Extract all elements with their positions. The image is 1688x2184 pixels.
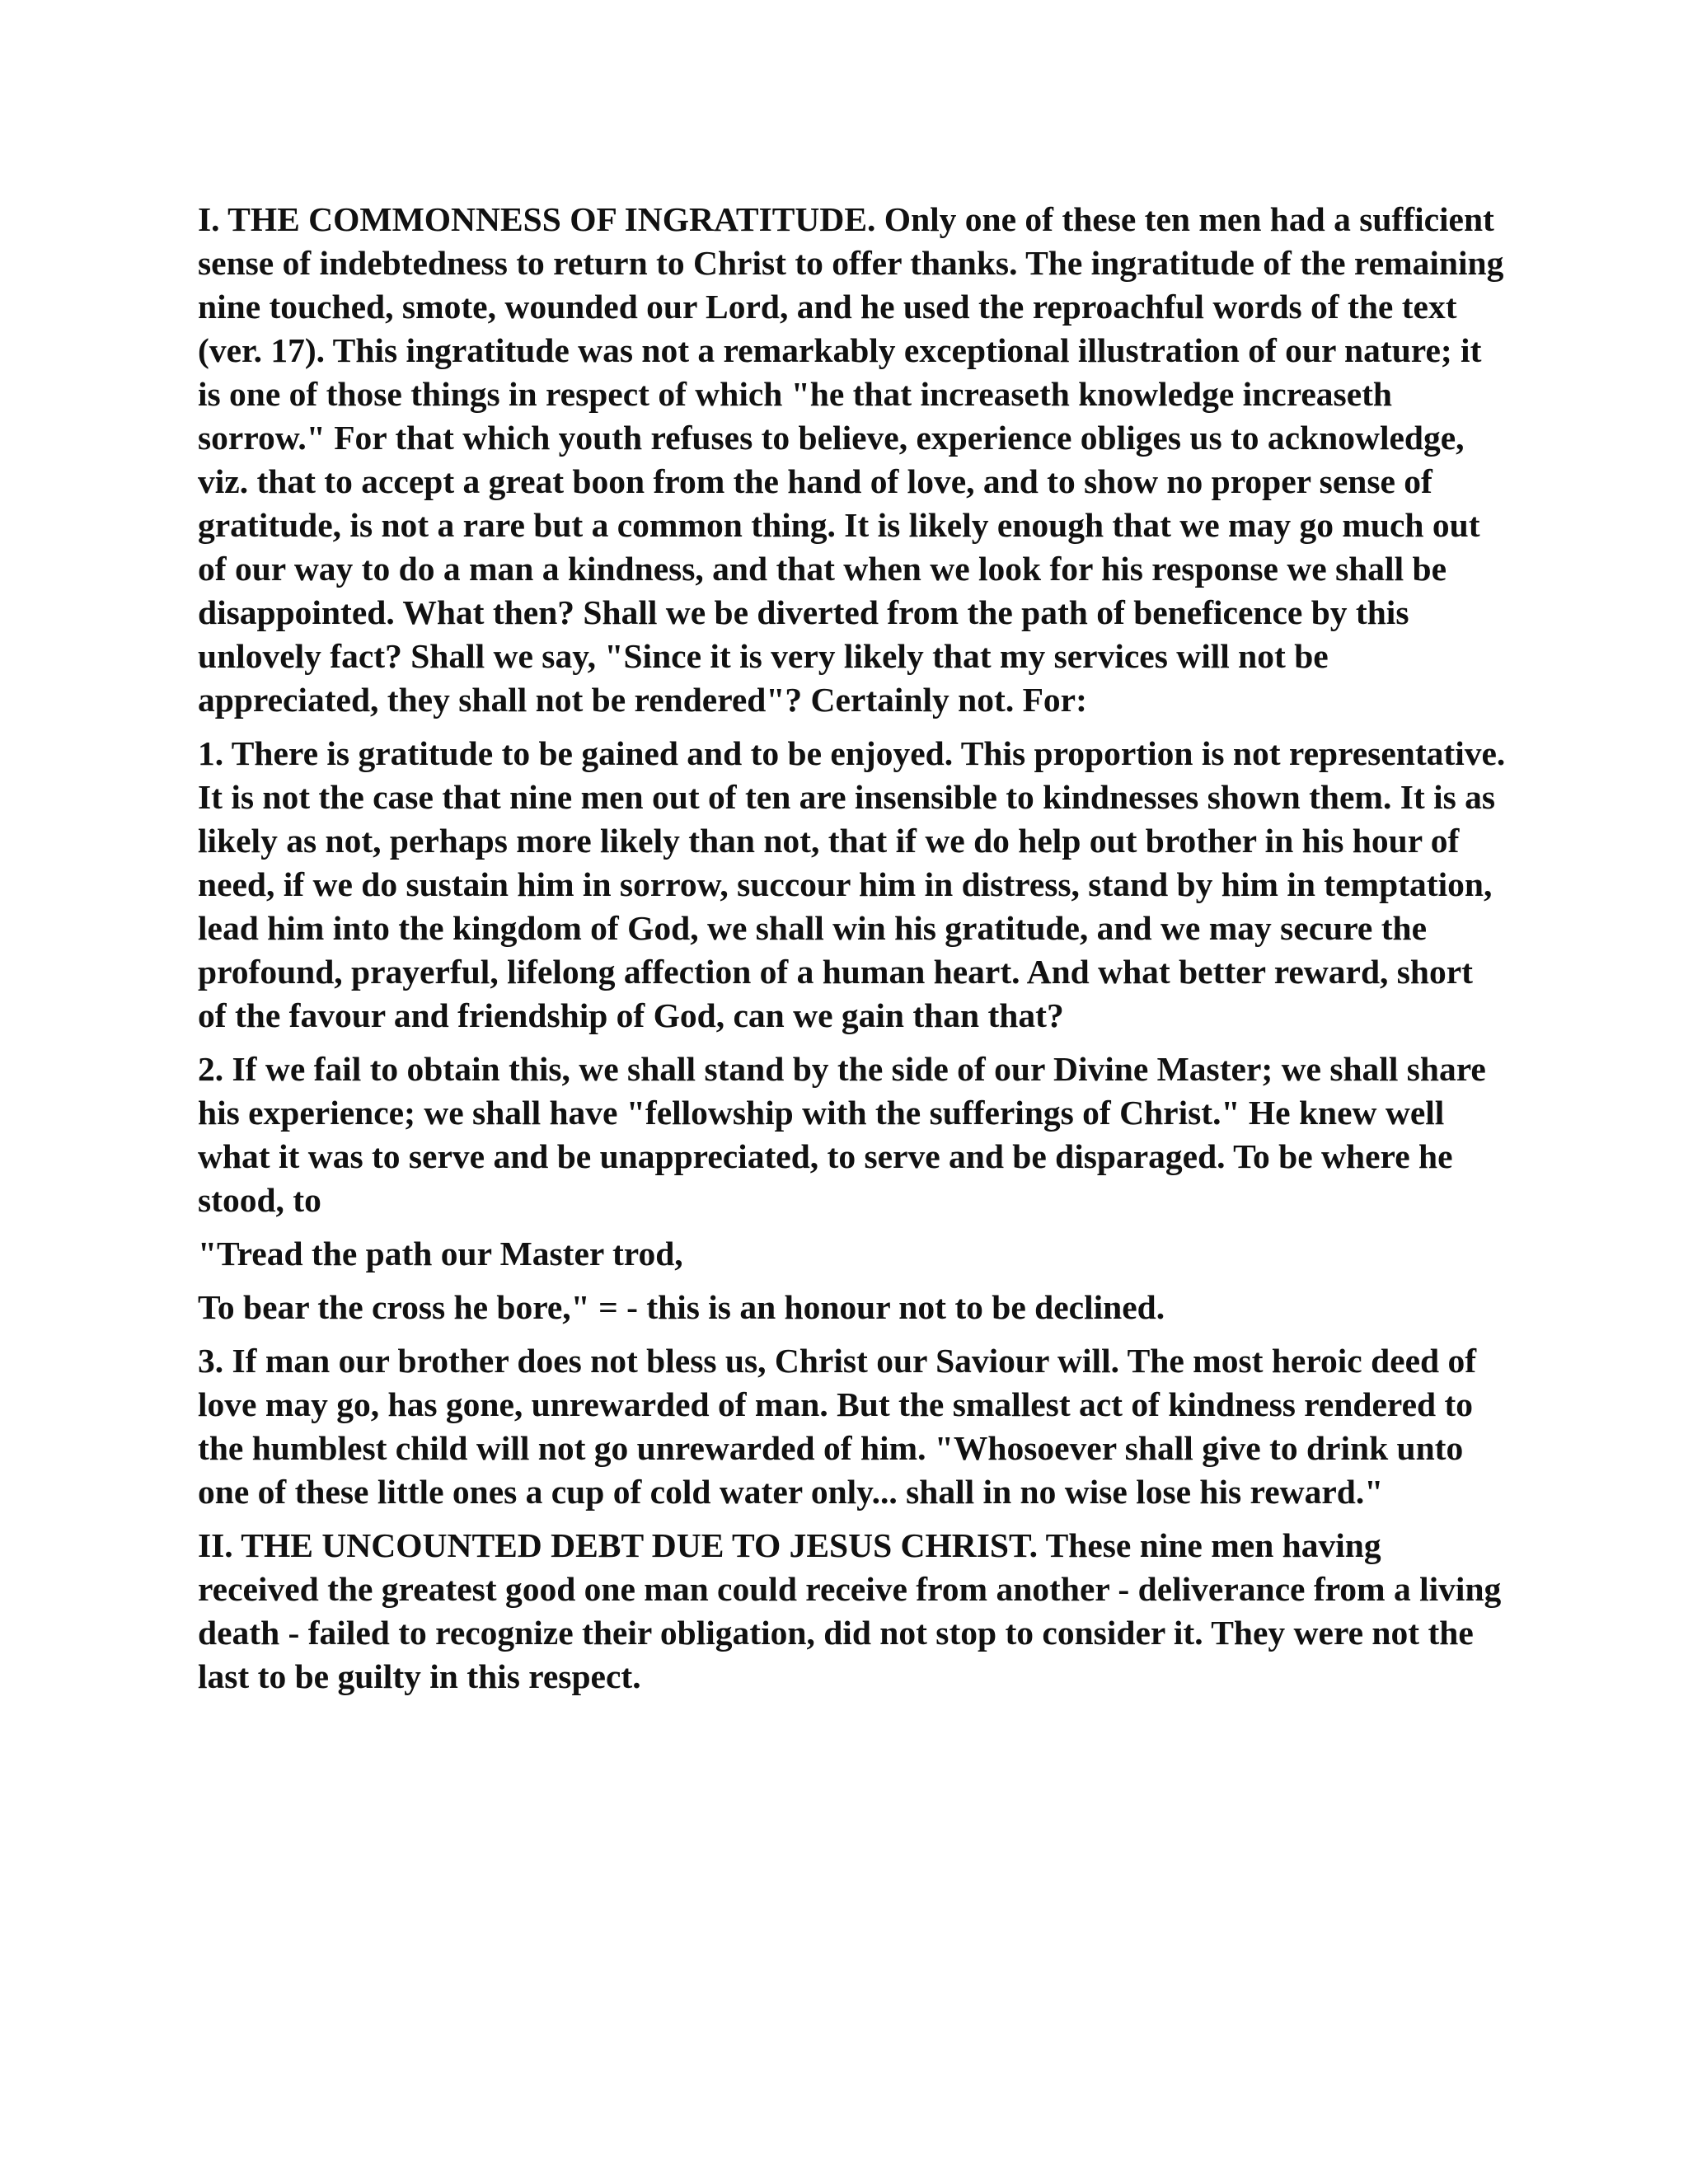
quote-line-1: "Tread the path our Master trod, [198, 1235, 683, 1272]
paragraph-commonness-of-ingratitude: I. THE COMMONNESS OF INGRATITUDE. Only one of these ten men had a sufficient sense of indebtedness to return to Christ to offer thanks. The ingratitude of the remaining nine touched, smote, wounded our Lord, and he used the reproachful words of the text (ver. 17). This ingratitude was not a remarkably exceptional illustration of our nature; it is one of those things in respect of which "he that increaseth knowledge increaseth sorrow." For that which youth refuses to believe, experience obliges us to acknowledge, viz. that to accept a great boon from the hand of love, and to show no proper sense of gratitude, is not a rare but a common thing. It is likely enough that we may go much out of our way to do a man a kindness, and that when we look for his response we shall be disappointed. What then? Shall we be diverted from the path of beneficence by this unlovely fact? Shall we say, "Since it is very likely that my services will not be appreciated, they shall not be rendered"? Certainly not. For: [198, 200, 1504, 719]
paragraph-point-2: 2. If we fail to obtain this, we shall stand by the side of our Divine Master; we shall share his experience; we shall have "fellowship with the sufferings of Christ." He knew well what it was to serve and be unappreciated, to serve and be disparaged. To be where he stood, to [198, 1050, 1486, 1219]
body-text [198, 198, 1508, 1708]
paragraph-point-3: 3. If man our brother does not bless us, Christ our Saviour will. The most heroic deed of love may go, has gone, unrewarded of man. But the smallest act of kindness rendered to the humblest child will not go unrewarded of him. "Whosoever shall give to drink unto one of these little ones a cup of cold water only... shall in no wise lose his reward." [198, 1342, 1477, 1511]
quote-line-2: To bear the cross he bore," = - this is an honour not to be declined. [198, 1288, 1165, 1326]
paragraph-point-1: 1. There is gratitude to be gained and to be enjoyed. This proportion is not representative. It is not the case that nine men out of ten are insensible to kindnesses shown them. It is as likely as not, perhaps more likely than not, that if we do help out brother in his hour of need, if we do sustain him in sorrow, succour him in distress, stand by him in temptation, lead him into the kingdom of God, we shall win his gratitude, and we may secure the profound, prayerful, lifelong affection of a human heart. And what better reward, short of the favour and friendship of God, can we gain than that? [198, 734, 1506, 1034]
paragraph-uncounted-debt: II. THE UNCOUNTED DEBT DUE TO JESUS CHRIST. These nine men having received the greatest good one man could receive from another - deliverance from a living death - failed to recognize their obligation, did not stop to consider it. They were not the last to be guilty in this respect. [198, 1526, 1502, 1695]
